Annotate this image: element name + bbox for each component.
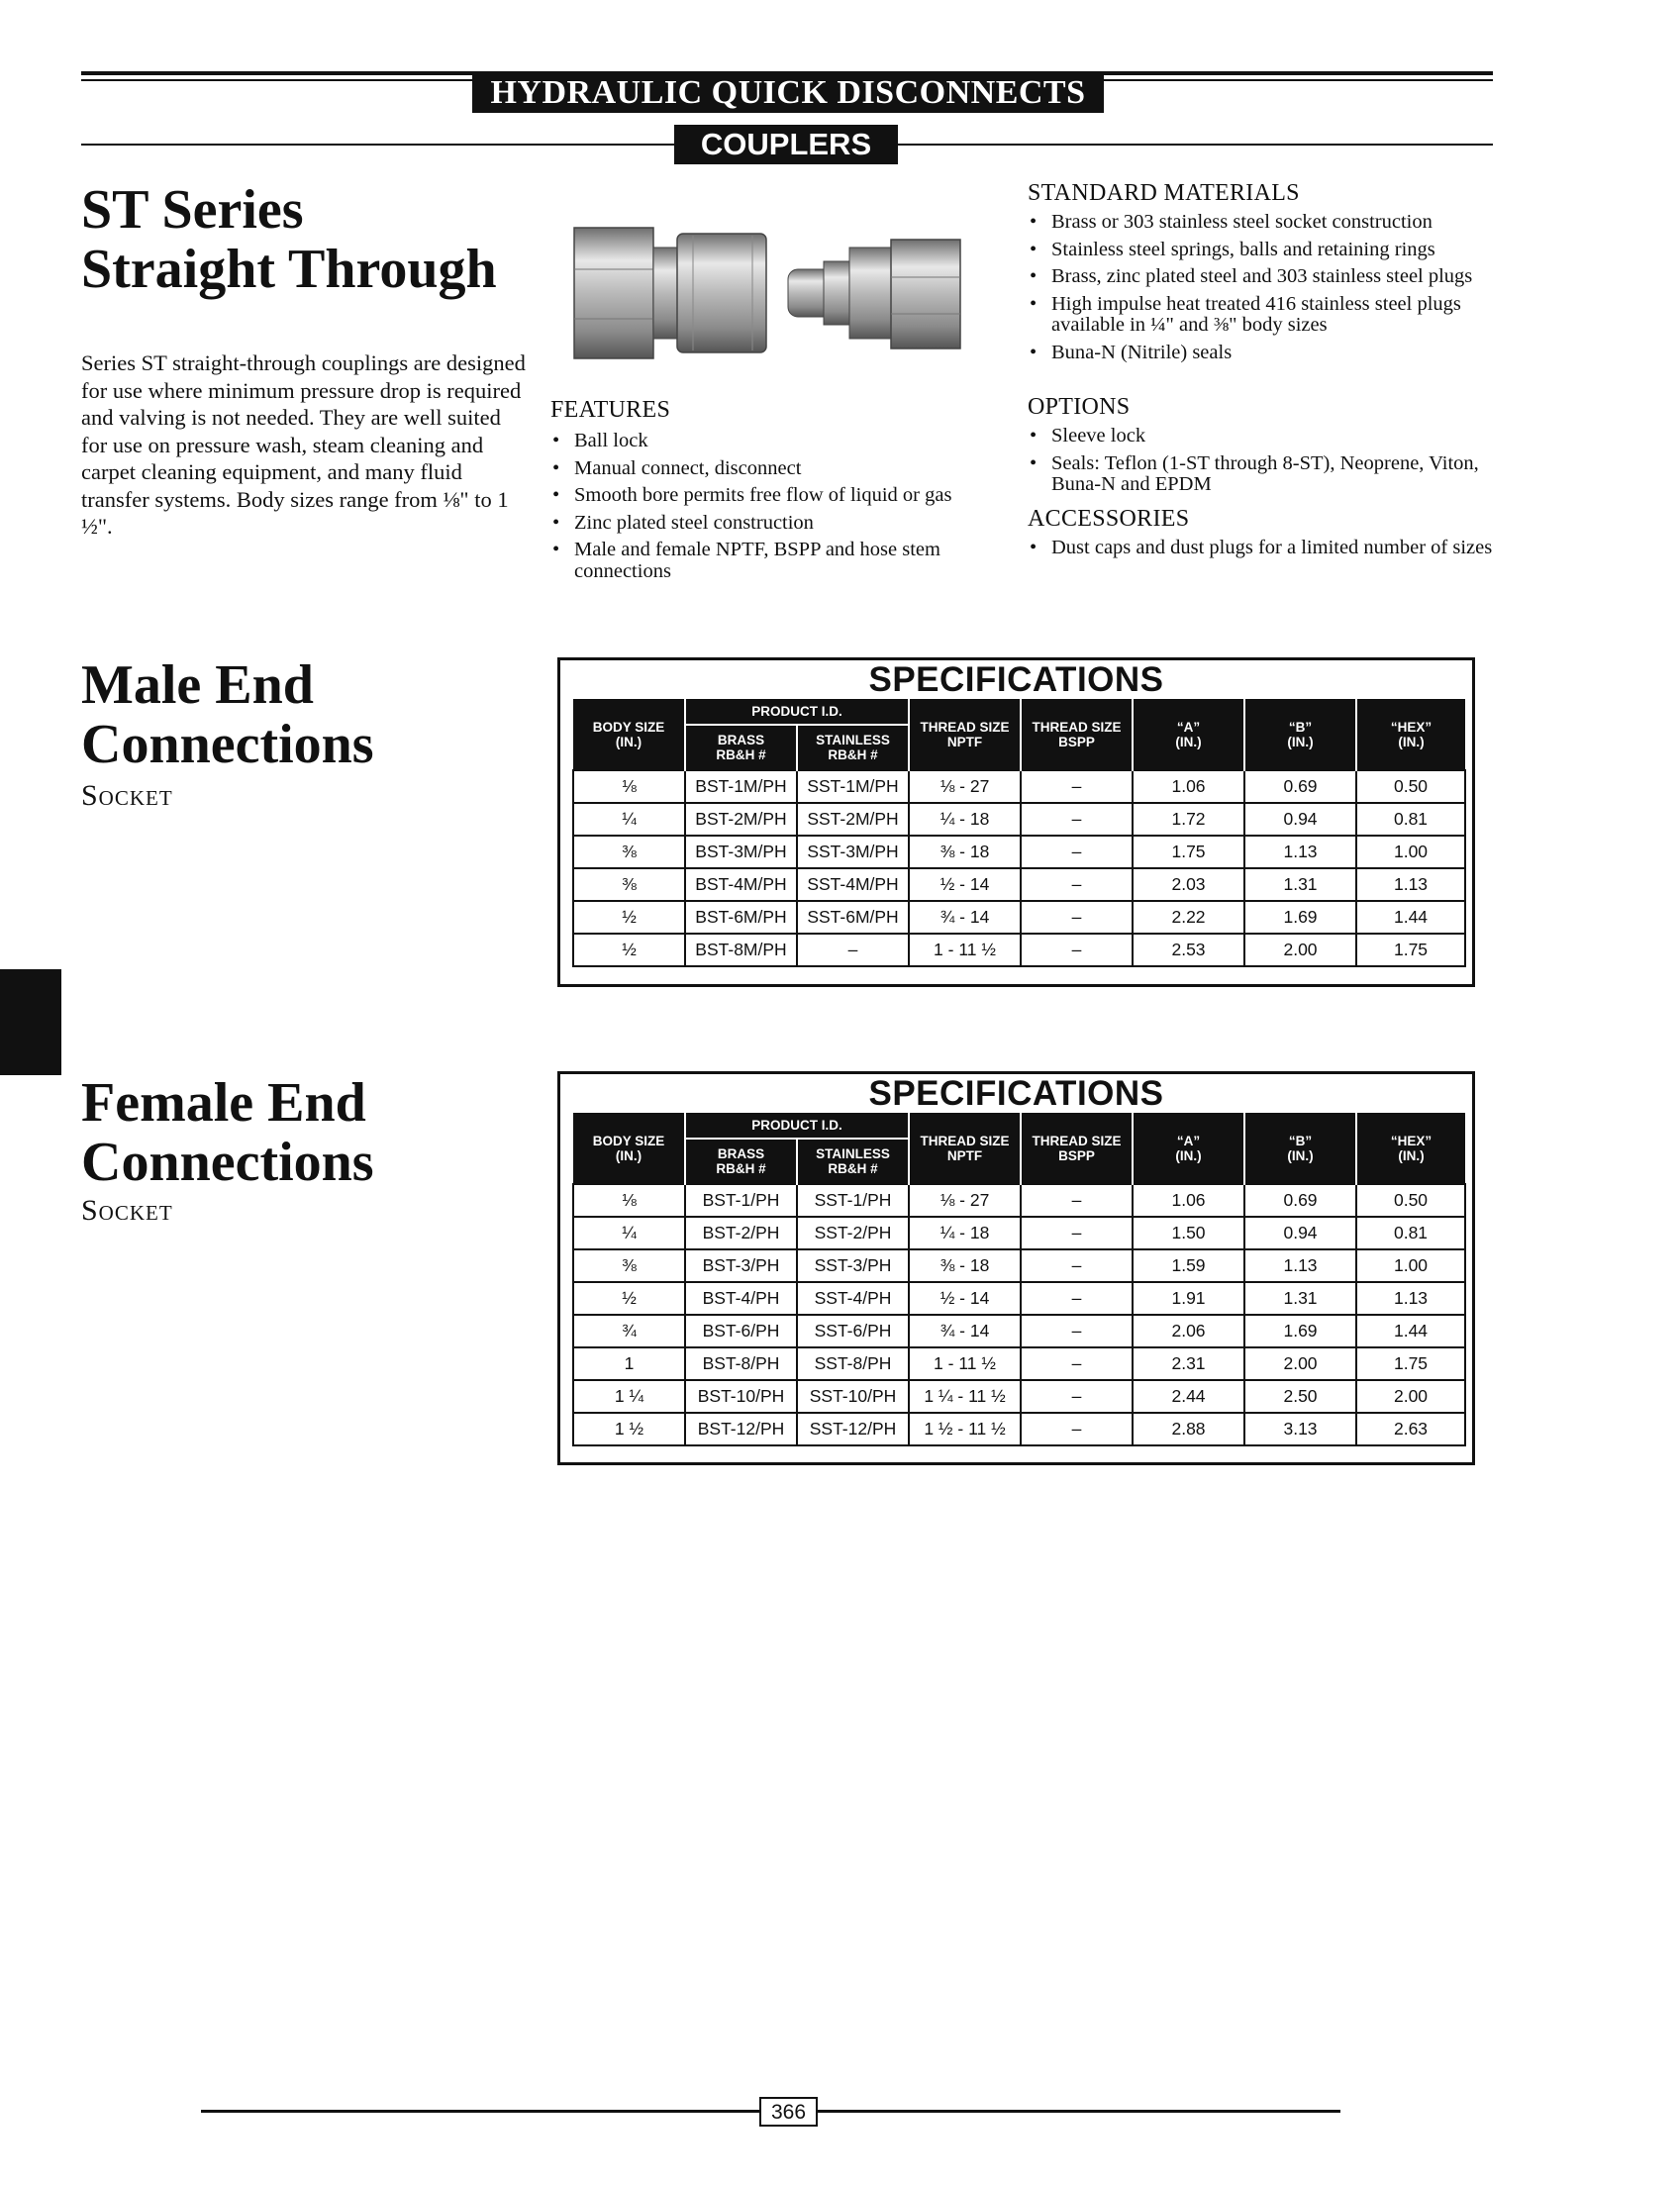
table-cell: ⅛ - 27 <box>909 1184 1021 1217</box>
table-row <box>573 1380 1465 1413</box>
female-end-title <box>81 1073 374 1192</box>
table-cell: 2.88 <box>1133 1413 1244 1445</box>
table-cell: BST-1M/PH <box>685 770 797 803</box>
col-header-a: “A” (IN.) <box>1133 1113 1244 1184</box>
table-cell: SST-3/PH <box>797 1249 909 1282</box>
table-cell: BST-4M/PH <box>685 868 797 901</box>
table-cell: 0.94 <box>1244 803 1356 836</box>
table-row <box>573 934 1465 966</box>
table-cell: SST-4/PH <box>797 1282 909 1315</box>
list-item: • Male and female NPTF, BSPP and hose stem connections <box>550 540 1016 582</box>
table-cell: SST-12/PH <box>797 1413 909 1445</box>
list-item: • Sleeve lock <box>1028 426 1493 447</box>
table-cell: – <box>1021 868 1133 901</box>
table-cell: – <box>1021 770 1133 803</box>
list-item: • Manual connect, disconnect <box>550 458 1016 480</box>
table-cell: 1.72 <box>1133 803 1244 836</box>
table-cell: 1.13 <box>1244 836 1356 868</box>
table-cell: 1.91 <box>1133 1282 1244 1315</box>
table-cell: 2.63 <box>1356 1413 1465 1445</box>
col-header-a: “A” (IN.) <box>1133 699 1244 770</box>
male-end-title-line1: Male End <box>81 654 314 716</box>
col-group-product-id: PRODUCT I.D. <box>685 1113 909 1139</box>
table-cell: 3.13 <box>1244 1413 1356 1445</box>
table-cell: SST-6M/PH <box>797 901 909 934</box>
table-cell: BST-2M/PH <box>685 803 797 836</box>
col-header-body-size: BODY SIZE (IN.) <box>573 1113 685 1184</box>
table-cell: ¼ - 18 <box>909 803 1021 836</box>
series-title-line1: ST Series <box>81 179 304 241</box>
col-header-hex: “HEX” (IN.) <box>1356 1113 1465 1184</box>
accessories-heading: ACCESSORIES <box>1028 506 1190 532</box>
table-row <box>573 1315 1465 1347</box>
table-cell: ⅜ <box>573 1249 685 1282</box>
intro-paragraph: Series ST straight-through couplings are designed for use where minimum pressure drop is required and valving is not needed. They are well suited for use on pressure wash, steam cleaning and carpet cleaning equipment, and many fluid transfer systems. Body sizes range from ⅛" to 1 ½". <box>81 350 526 539</box>
table-cell: 1.06 <box>1133 1184 1244 1217</box>
male-spec-table <box>572 699 1466 967</box>
table-cell: – <box>1021 836 1133 868</box>
table-cell: 2.44 <box>1133 1380 1244 1413</box>
table-cell: BST-1/PH <box>685 1184 797 1217</box>
table-cell: – <box>1021 901 1133 934</box>
col-header-thread-bspp: THREAD SIZE BSPP <box>1021 1113 1133 1184</box>
list-item: • Buna-N (Nitrile) seals <box>1028 343 1493 364</box>
list-item: • Brass, zinc plated steel and 303 stainless steel plugs <box>1028 266 1493 288</box>
coupler-product-image <box>564 220 1020 373</box>
table-cell: BST-4/PH <box>685 1282 797 1315</box>
table-cell: 1.06 <box>1133 770 1244 803</box>
standard-materials-list <box>1028 212 1493 369</box>
table-cell: 1.00 <box>1356 1249 1465 1282</box>
table-cell: 2.00 <box>1244 1347 1356 1380</box>
table-cell: 1.75 <box>1133 836 1244 868</box>
table-row <box>573 868 1465 901</box>
list-item: • Stainless steel springs, balls and retaining rings <box>1028 240 1493 261</box>
male-spec-rows <box>573 770 1465 966</box>
table-cell: BST-3/PH <box>685 1249 797 1282</box>
table-cell: 2.50 <box>1244 1380 1356 1413</box>
features-heading: FEATURES <box>550 397 671 423</box>
table-cell: ½ - 14 <box>909 868 1021 901</box>
col-header-brass: BRASS RB&H # <box>685 725 797 770</box>
col-group-product-id: PRODUCT I.D. <box>685 699 909 725</box>
table-cell: – <box>1021 1315 1133 1347</box>
table-cell: 0.50 <box>1356 770 1465 803</box>
table-cell: BST-10/PH <box>685 1380 797 1413</box>
table-cell: 1.13 <box>1356 1282 1465 1315</box>
table-row <box>573 770 1465 803</box>
table-cell: BST-3M/PH <box>685 836 797 868</box>
table-cell: 0.69 <box>1244 770 1356 803</box>
series-title-line2: Straight Through <box>81 239 497 300</box>
table-cell: BST-8/PH <box>685 1347 797 1380</box>
col-header-hex: “HEX” (IN.) <box>1356 699 1465 770</box>
table-cell: BST-2/PH <box>685 1217 797 1249</box>
table-cell: ¼ - 18 <box>909 1217 1021 1249</box>
table-row <box>573 1217 1465 1249</box>
table-cell: 1 - 11 ½ <box>909 1347 1021 1380</box>
table-cell: 2.03 <box>1133 868 1244 901</box>
table-cell: 1 <box>573 1347 685 1380</box>
table-cell: SST-8/PH <box>797 1347 909 1380</box>
table-cell: – <box>1021 1249 1133 1282</box>
list-item: • Seals: Teflon (1-ST through 8-ST), Neoprene, Viton, Buna-N and EPDM <box>1028 453 1493 496</box>
table-cell: 1.13 <box>1356 868 1465 901</box>
table-cell: ¾ <box>573 1315 685 1347</box>
list-item: • Dust caps and dust plugs for a limited number of sizes <box>1028 538 1493 559</box>
table-row <box>573 1413 1465 1445</box>
socket-body-icon <box>574 228 766 358</box>
table-cell: ¼ <box>573 1217 685 1249</box>
table-cell: 0.81 <box>1356 1217 1465 1249</box>
col-header-stainless: STAINLESS RB&H # <box>797 725 909 770</box>
table-cell: 1.75 <box>1356 1347 1465 1380</box>
table-cell: BST-12/PH <box>685 1413 797 1445</box>
table-cell: SST-10/PH <box>797 1380 909 1413</box>
male-spec-title: SPECIFICATIONS <box>868 660 1164 699</box>
table-cell: 2.00 <box>1356 1380 1465 1413</box>
table-cell: ¼ <box>573 803 685 836</box>
table-cell: SST-1M/PH <box>797 770 909 803</box>
table-cell: 1.69 <box>1244 901 1356 934</box>
col-header-thread-nptf: THREAD SIZE NPTF <box>909 1113 1021 1184</box>
table-row <box>573 803 1465 836</box>
table-cell: ½ <box>573 934 685 966</box>
col-header-thread-nptf: THREAD SIZE NPTF <box>909 699 1021 770</box>
female-spec-title: SPECIFICATIONS <box>868 1074 1164 1113</box>
table-cell: – <box>1021 934 1133 966</box>
table-cell: SST-2/PH <box>797 1217 909 1249</box>
female-spec-table <box>572 1113 1466 1446</box>
table-cell: 1.13 <box>1244 1249 1356 1282</box>
options-heading: OPTIONS <box>1028 394 1131 420</box>
table-row <box>573 1347 1465 1380</box>
male-end-title <box>81 655 374 774</box>
col-header-stainless: STAINLESS RB&H # <box>797 1139 909 1184</box>
accessories-list <box>1028 538 1493 565</box>
table-cell: 1 - 11 ½ <box>909 934 1021 966</box>
male-end-title-line2: Connections <box>81 714 374 775</box>
table-cell: ⅜ - 18 <box>909 836 1021 868</box>
col-header-brass: BRASS RB&H # <box>685 1139 797 1184</box>
table-cell: ⅛ - 27 <box>909 770 1021 803</box>
table-cell: 1.00 <box>1356 836 1465 868</box>
table-row <box>573 836 1465 868</box>
table-cell: 0.50 <box>1356 1184 1465 1217</box>
table-cell: SST-3M/PH <box>797 836 909 868</box>
options-list <box>1028 426 1493 502</box>
table-cell: 1.50 <box>1133 1217 1244 1249</box>
table-row <box>573 1282 1465 1315</box>
table-cell: ⅛ <box>573 1184 685 1217</box>
section-banner-subtitle: COUPLERS <box>674 125 898 164</box>
table-cell: ¾ - 14 <box>909 1315 1021 1347</box>
table-cell: ½ <box>573 901 685 934</box>
standard-materials-heading: STANDARD MATERIALS <box>1028 180 1300 206</box>
table-cell: – <box>1021 1184 1133 1217</box>
table-cell: 1 ½ <box>573 1413 685 1445</box>
table-cell: 1.69 <box>1244 1315 1356 1347</box>
section-side-tab <box>0 969 61 1075</box>
series-title <box>81 180 497 299</box>
table-cell: 1.31 <box>1244 1282 1356 1315</box>
table-cell: 1.31 <box>1244 868 1356 901</box>
list-item: • Zinc plated steel construction <box>550 513 1016 535</box>
female-end-title-line2: Connections <box>81 1132 374 1193</box>
table-cell: ⅛ <box>573 770 685 803</box>
table-cell: SST-1/PH <box>797 1184 909 1217</box>
table-cell: ⅜ <box>573 868 685 901</box>
plug-body-icon <box>788 240 960 348</box>
table-cell: BST-6M/PH <box>685 901 797 934</box>
table-cell: 2.22 <box>1133 901 1244 934</box>
table-cell: ⅜ <box>573 836 685 868</box>
col-header-body-size: BODY SIZE (IN.) <box>573 699 685 770</box>
table-cell: SST-2M/PH <box>797 803 909 836</box>
female-spec-rows <box>573 1184 1465 1445</box>
table-cell: – <box>1021 1282 1133 1315</box>
table-row <box>573 901 1465 934</box>
table-cell: 1.44 <box>1356 901 1465 934</box>
table-cell: BST-6/PH <box>685 1315 797 1347</box>
table-cell: ⅜ - 18 <box>909 1249 1021 1282</box>
table-cell: BST-8M/PH <box>685 934 797 966</box>
col-header-b: “B” (IN.) <box>1244 699 1356 770</box>
female-spec-table-box <box>557 1071 1475 1465</box>
table-cell: 0.69 <box>1244 1184 1356 1217</box>
table-cell: ¾ - 14 <box>909 901 1021 934</box>
male-end-subtitle: Socket <box>81 779 173 812</box>
table-cell: – <box>1021 1380 1133 1413</box>
table-cell: 2.53 <box>1133 934 1244 966</box>
col-header-thread-bspp: THREAD SIZE BSPP <box>1021 699 1133 770</box>
table-cell: SST-4M/PH <box>797 868 909 901</box>
table-cell: 1.59 <box>1133 1249 1244 1282</box>
table-cell: 0.94 <box>1244 1217 1356 1249</box>
page-number: 366 <box>759 2097 818 2127</box>
col-header-b: “B” (IN.) <box>1244 1113 1356 1184</box>
table-cell: 1 ¼ - 11 ½ <box>909 1380 1021 1413</box>
table-cell: – <box>1021 1217 1133 1249</box>
list-item: • Ball lock <box>550 431 1016 452</box>
table-cell: 1 ¼ <box>573 1380 685 1413</box>
table-cell: ½ <box>573 1282 685 1315</box>
table-cell: 0.81 <box>1356 803 1465 836</box>
table-cell: 1.44 <box>1356 1315 1465 1347</box>
female-end-subtitle: Socket <box>81 1194 173 1227</box>
female-end-title-line1: Female End <box>81 1072 366 1134</box>
features-list <box>550 431 1016 588</box>
male-spec-table-box <box>557 657 1475 987</box>
list-item: • High impulse heat treated 416 stainless steel plugs available in ¼" and ⅜" body sizes <box>1028 294 1493 337</box>
table-cell: 1 ½ - 11 ½ <box>909 1413 1021 1445</box>
table-cell: SST-6/PH <box>797 1315 909 1347</box>
table-cell: – <box>797 934 909 966</box>
table-cell: 2.00 <box>1244 934 1356 966</box>
table-cell: 2.31 <box>1133 1347 1244 1380</box>
table-cell: ½ - 14 <box>909 1282 1021 1315</box>
list-item: • Smooth bore permits free flow of liquid or gas <box>550 485 1016 507</box>
table-cell: 1.75 <box>1356 934 1465 966</box>
table-cell: 2.06 <box>1133 1315 1244 1347</box>
table-cell: – <box>1021 1347 1133 1380</box>
list-item: • Brass or 303 stainless steel socket construction <box>1028 212 1493 234</box>
section-banner-title: HYDRAULIC QUICK DISCONNECTS <box>472 73 1104 113</box>
table-cell: – <box>1021 803 1133 836</box>
table-row <box>573 1249 1465 1282</box>
table-cell: – <box>1021 1413 1133 1445</box>
table-row <box>573 1184 1465 1217</box>
